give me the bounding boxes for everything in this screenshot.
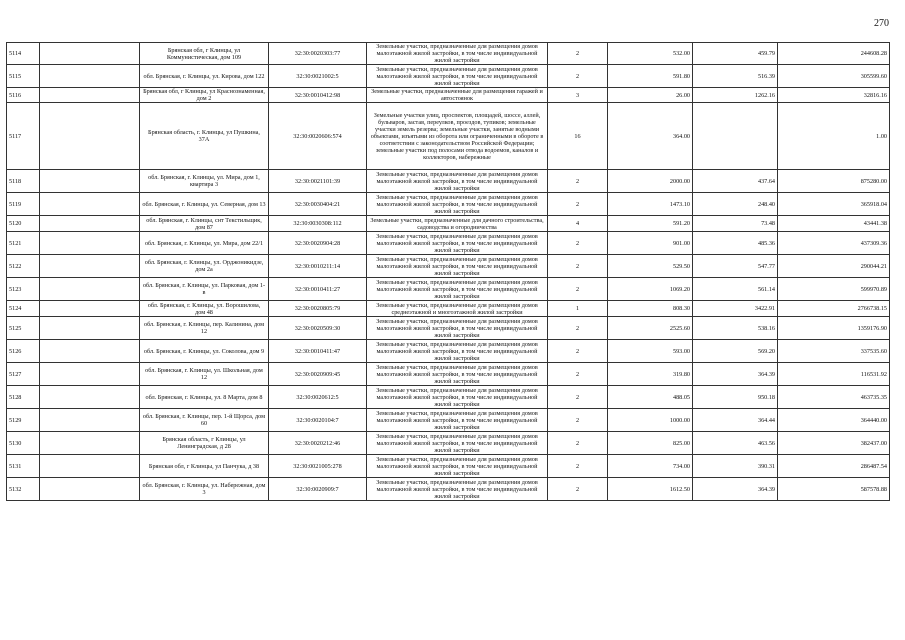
cadastral-value-cell: 875280.00: [778, 170, 890, 193]
group-cell: 2: [548, 193, 608, 216]
spacer-cell: [40, 317, 140, 340]
land-use-cell: Земельные участки, предназначенные для размещения домов малоэтажной жилой застройки, в том числе индивидуальной жилой застройки: [367, 455, 548, 478]
cadastral-number-cell: 32:30:0020606:574: [269, 103, 367, 170]
group-cell: 2: [548, 340, 608, 363]
rate-cell: 459.79: [693, 43, 778, 65]
area-cell: 593.00: [608, 340, 693, 363]
address-cell: Брянская обл, г Клинцы, ул Краснознаменная, дом 2: [140, 88, 269, 103]
table-row: [7, 88, 890, 103]
area-cell: 1000.00: [608, 409, 693, 432]
table-row: [7, 170, 890, 193]
group-cell: 2: [548, 363, 608, 386]
table-row: [7, 340, 890, 363]
cadastral-number-cell: 32:30:0020612:5: [269, 386, 367, 409]
row-number-cell: 5121: [7, 232, 40, 255]
area-cell: 26.00: [608, 88, 693, 103]
row-number-cell: 5130: [7, 432, 40, 455]
address-cell: обл. Брянская, г. Клинцы, ул. Соколова, дом 9: [140, 340, 269, 363]
address-cell: обл. Брянская, г. Клинцы, снт Текстильщик, дом 87: [140, 216, 269, 232]
area-cell: 1473.10: [608, 193, 693, 216]
cadastral-number-cell: 32:30:0020212:46: [269, 432, 367, 455]
table-row: [7, 432, 890, 455]
rate-cell: 248.40: [693, 193, 778, 216]
group-cell: 2: [548, 278, 608, 301]
address-cell: обл. Брянская, г. Клинцы, ул. Парковая, дом 1-в: [140, 278, 269, 301]
group-cell: 2: [548, 455, 608, 478]
group-cell: 2: [548, 232, 608, 255]
area-cell: 2000.00: [608, 170, 693, 193]
spacer-cell: [40, 103, 140, 170]
rate-cell: 73.48: [693, 216, 778, 232]
rate-cell: 463.56: [693, 432, 778, 455]
cadastral-number-cell: 32:30:0020104:7: [269, 409, 367, 432]
table-row: [7, 216, 890, 232]
row-number-cell: 5120: [7, 216, 40, 232]
spacer-cell: [40, 455, 140, 478]
rate-cell: 538.16: [693, 317, 778, 340]
cadastral-value-cell: 365918.04: [778, 193, 890, 216]
land-use-cell: Земельные участки, предназначенные для размещения домов среднеэтажной и многоэтажной жилой застройки: [367, 301, 548, 317]
cadastral-number-cell: 32:30:0030308:112: [269, 216, 367, 232]
address-cell: Брянская обл, г Клинцы, ул Панчука, д 38: [140, 455, 269, 478]
spacer-cell: [40, 65, 140, 88]
address-cell: Брянская обл, г Клинцы, ул Коммунистическая, дом 109: [140, 43, 269, 65]
cadastral-value-cell: 463735.35: [778, 386, 890, 409]
group-cell: 2: [548, 432, 608, 455]
spacer-cell: [40, 340, 140, 363]
table-row: [7, 478, 890, 501]
rate-cell: 3422.91: [693, 301, 778, 317]
spacer-cell: [40, 193, 140, 216]
cadastral-value-cell: 599970.89: [778, 278, 890, 301]
land-use-cell: Земельные участки, предназначенные для размещения домов малоэтажной жилой застройки, в том числе индивидуальной жилой застройки: [367, 65, 548, 88]
land-use-cell: Земельные участки, предназначенные для размещения домов малоэтажной жилой застройки, в том числе индивидуальной жилой застройки: [367, 340, 548, 363]
land-use-cell: Земельные участки, предназначенные для размещения домов малоэтажной жилой застройки, в том числе индивидуальной жилой застройки: [367, 432, 548, 455]
rate-cell: 561.14: [693, 278, 778, 301]
table-row: [7, 301, 890, 317]
cadastral-value-table: [6, 42, 890, 501]
cadastral-value-cell: 244608.28: [778, 43, 890, 65]
group-cell: 3: [548, 88, 608, 103]
land-use-cell: Земельные участки, предназначенные для размещения домов малоэтажной жилой застройки, в том числе индивидуальной жилой застройки: [367, 193, 548, 216]
cadastral-number-cell: 32:30:0020805:79: [269, 301, 367, 317]
cadastral-number-cell: 32:30:0010411:27: [269, 278, 367, 301]
address-cell: Брянская область, г Клинцы, ул Ленинградская, д 28: [140, 432, 269, 455]
spacer-cell: [40, 170, 140, 193]
address-cell: обл. Брянская, г. Клинцы, пер. Калинина, дом 12: [140, 317, 269, 340]
address-cell: обл. Брянская, г. Клинцы, ул. Орджоникидзе, дом 2а: [140, 255, 269, 278]
land-use-cell: Земельные участки, предназначенные для размещения домов малоэтажной жилой застройки, в том числе индивидуальной жилой застройки: [367, 386, 548, 409]
address-cell: обл. Брянская, г. Клинцы, ул. 8 Марта, дом 8: [140, 386, 269, 409]
rate-cell: 364.44: [693, 409, 778, 432]
area-cell: 591.80: [608, 65, 693, 88]
group-cell: 2: [548, 409, 608, 432]
address-cell: обл. Брянская, г. Клинцы, ул. Школьная, дом 12: [140, 363, 269, 386]
area-cell: 825.00: [608, 432, 693, 455]
land-use-cell: Земельные участки, предназначенные для дачного строительства, садоводства и огородничества: [367, 216, 548, 232]
table-row: [7, 43, 890, 65]
cadastral-value-cell: 587578.88: [778, 478, 890, 501]
row-number-cell: 5127: [7, 363, 40, 386]
rate-cell: 364.39: [693, 363, 778, 386]
table-row: [7, 363, 890, 386]
address-cell: обл. Брянская, г. Клинцы, ул. Кирова, дом 122: [140, 65, 269, 88]
cadastral-value-cell: 32816.16: [778, 88, 890, 103]
row-number-cell: 5117: [7, 103, 40, 170]
table-row: [7, 232, 890, 255]
cadastral-value-cell: 116531.92: [778, 363, 890, 386]
address-cell: обл. Брянская, г. Клинцы, ул. Мира, дом 1, квартира 3: [140, 170, 269, 193]
area-cell: 488.05: [608, 386, 693, 409]
area-cell: 319.80: [608, 363, 693, 386]
land-use-cell: Земельные участки, предназначенные для размещения домов малоэтажной жилой застройки, в том числе индивидуальной жилой застройки: [367, 232, 548, 255]
spacer-cell: [40, 278, 140, 301]
table-row: [7, 193, 890, 216]
row-number-cell: 5122: [7, 255, 40, 278]
area-cell: 734.00: [608, 455, 693, 478]
row-number-cell: 5124: [7, 301, 40, 317]
rate-cell: 950.18: [693, 386, 778, 409]
spacer-cell: [40, 88, 140, 103]
row-number-cell: 5114: [7, 43, 40, 65]
cadastral-value-cell: 290044.21: [778, 255, 890, 278]
cadastral-number-cell: 32:30:0010411:47: [269, 340, 367, 363]
cadastral-number-cell: 32:30:0020303:77: [269, 43, 367, 65]
table-row: [7, 255, 890, 278]
cadastral-value-cell: 337535.60: [778, 340, 890, 363]
spacer-cell: [40, 409, 140, 432]
cadastral-number-cell: 32:30:0020904:28: [269, 232, 367, 255]
table-row: [7, 455, 890, 478]
table-row: [7, 278, 890, 301]
cadastral-number-cell: 32:30:0010211:14: [269, 255, 367, 278]
row-number-cell: 5132: [7, 478, 40, 501]
rate-cell: 390.31: [693, 455, 778, 478]
spacer-cell: [40, 386, 140, 409]
area-cell: 901.00: [608, 232, 693, 255]
land-use-cell: Земельные участки, предназначенные для размещения домов малоэтажной жилой застройки, в том числе индивидуальной жилой застройки: [367, 317, 548, 340]
spacer-cell: [40, 478, 140, 501]
group-cell: 2: [548, 170, 608, 193]
land-use-cell: Земельные участки, предназначенные для размещения домов малоэтажной жилой застройки, в том числе индивидуальной жилой застройки: [367, 278, 548, 301]
area-cell: 529.50: [608, 255, 693, 278]
address-cell: обл. Брянская, г. Клинцы, ул. Мира, дом 22/1: [140, 232, 269, 255]
spacer-cell: [40, 363, 140, 386]
cadastral-value-cell: 364440.00: [778, 409, 890, 432]
group-cell: 4: [548, 216, 608, 232]
cadastral-number-cell: 32:30:0020909:45: [269, 363, 367, 386]
cadastral-value-cell: 305599.60: [778, 65, 890, 88]
rate-cell: 364.39: [693, 478, 778, 501]
area-cell: 364.00: [608, 103, 693, 170]
group-cell: 2: [548, 43, 608, 65]
land-use-cell: Земельные участки, предназначенные для размещения домов малоэтажной жилой застройки, в том числе индивидуальной жилой застройки: [367, 478, 548, 501]
cadastral-number-cell: 32:30:0010412:98: [269, 88, 367, 103]
spacer-cell: [40, 43, 140, 65]
cadastral-number-cell: 32:30:0021002:5: [269, 65, 367, 88]
address-cell: обл. Брянская, г. Клинцы, пер. 1-й Щорса, дом 60: [140, 409, 269, 432]
table-row: [7, 103, 890, 170]
land-use-cell: Земельные участки, предназначенные для размещения домов малоэтажной жилой застройки, в том числе индивидуальной жилой застройки: [367, 409, 548, 432]
cadastral-value-cell: 2766738.15: [778, 301, 890, 317]
land-use-cell: Земельные участки, предназначенные для размещения гаражей и автостоянок: [367, 88, 548, 103]
spacer-cell: [40, 232, 140, 255]
group-cell: 16: [548, 103, 608, 170]
area-cell: 532.00: [608, 43, 693, 65]
group-cell: 2: [548, 478, 608, 501]
address-cell: обл. Брянская, г. Клинцы, ул. Северная, дом 13: [140, 193, 269, 216]
cadastral-number-cell: 32:30:0021101:39: [269, 170, 367, 193]
area-cell: 1612.50: [608, 478, 693, 501]
land-use-cell: Земельные участки, предназначенные для размещения домов малоэтажной жилой застройки, в том числе индивидуальной жилой застройки: [367, 363, 548, 386]
land-use-cell: Земельные участки, предназначенные для размещения домов малоэтажной жилой застройки, в том числе индивидуальной жилой застройки: [367, 43, 548, 65]
area-cell: 1069.20: [608, 278, 693, 301]
row-number-cell: 5116: [7, 88, 40, 103]
row-number-cell: 5131: [7, 455, 40, 478]
rate-cell: 516.39: [693, 65, 778, 88]
page-number: 270: [874, 18, 889, 29]
cadastral-number-cell: 32:30:0021005:278: [269, 455, 367, 478]
cadastral-number-cell: 32:30:0030404:21: [269, 193, 367, 216]
cadastral-value-cell: 382437.00: [778, 432, 890, 455]
spacer-cell: [40, 301, 140, 317]
group-cell: 1: [548, 301, 608, 317]
row-number-cell: 5128: [7, 386, 40, 409]
cadastral-value-cell: 1359176.90: [778, 317, 890, 340]
address-cell: обл. Брянская, г. Клинцы, ул. Набережная, дом 3: [140, 478, 269, 501]
row-number-cell: 5119: [7, 193, 40, 216]
rate-cell: 547.77: [693, 255, 778, 278]
rate-cell: [693, 103, 778, 170]
cadastral-number-cell: 32:30:0020509:30: [269, 317, 367, 340]
row-number-cell: 5125: [7, 317, 40, 340]
rate-cell: 1262.16: [693, 88, 778, 103]
row-number-cell: 5115: [7, 65, 40, 88]
address-cell: Брянская область, г. Клинцы, ул Пушкина, 37А: [140, 103, 269, 170]
table-row: [7, 409, 890, 432]
row-number-cell: 5126: [7, 340, 40, 363]
cadastral-value-cell: 437309.36: [778, 232, 890, 255]
table-body: [7, 43, 890, 501]
table-row: [7, 65, 890, 88]
spacer-cell: [40, 216, 140, 232]
table-row: [7, 386, 890, 409]
cadastral-number-cell: 32:30:0020909:7: [269, 478, 367, 501]
rate-cell: 437.64: [693, 170, 778, 193]
rate-cell: 569.20: [693, 340, 778, 363]
spacer-cell: [40, 432, 140, 455]
group-cell: 2: [548, 386, 608, 409]
land-use-cell: Земельные участки, предназначенные для размещения домов малоэтажной жилой застройки, в том числе индивидуальной жилой застройки: [367, 170, 548, 193]
area-cell: 591.20: [608, 216, 693, 232]
row-number-cell: 5123: [7, 278, 40, 301]
cadastral-value-cell: 43441.38: [778, 216, 890, 232]
table-row: [7, 317, 890, 340]
group-cell: 2: [548, 317, 608, 340]
cadastral-value-cell: 1.00: [778, 103, 890, 170]
land-use-cell: Земельные участки, предназначенные для размещения домов малоэтажной жилой застройки, в том числе индивидуальной жилой застройки: [367, 255, 548, 278]
spacer-cell: [40, 255, 140, 278]
group-cell: 2: [548, 255, 608, 278]
land-use-cell: Земельные участки улиц, проспектов, площадей, шоссе, аллей, бульваров, застав, переулков, проездов, тупиков; земельные участки земель резерва; земельные участки, занятые водными объектами, изъятыми из оборота или ограниченными в обороте в соответствии с законодательством Российской Федерации; земельные участки под полосами отвода водоемов, каналов и коллекторов, набережные: [367, 103, 548, 170]
row-number-cell: 5118: [7, 170, 40, 193]
address-cell: обл. Брянская, г. Клинцы, ул. Ворошилова, дом 48: [140, 301, 269, 317]
area-cell: 2525.60: [608, 317, 693, 340]
group-cell: 2: [548, 65, 608, 88]
row-number-cell: 5129: [7, 409, 40, 432]
area-cell: 808.30: [608, 301, 693, 317]
rate-cell: 485.36: [693, 232, 778, 255]
cadastral-value-cell: 286487.54: [778, 455, 890, 478]
